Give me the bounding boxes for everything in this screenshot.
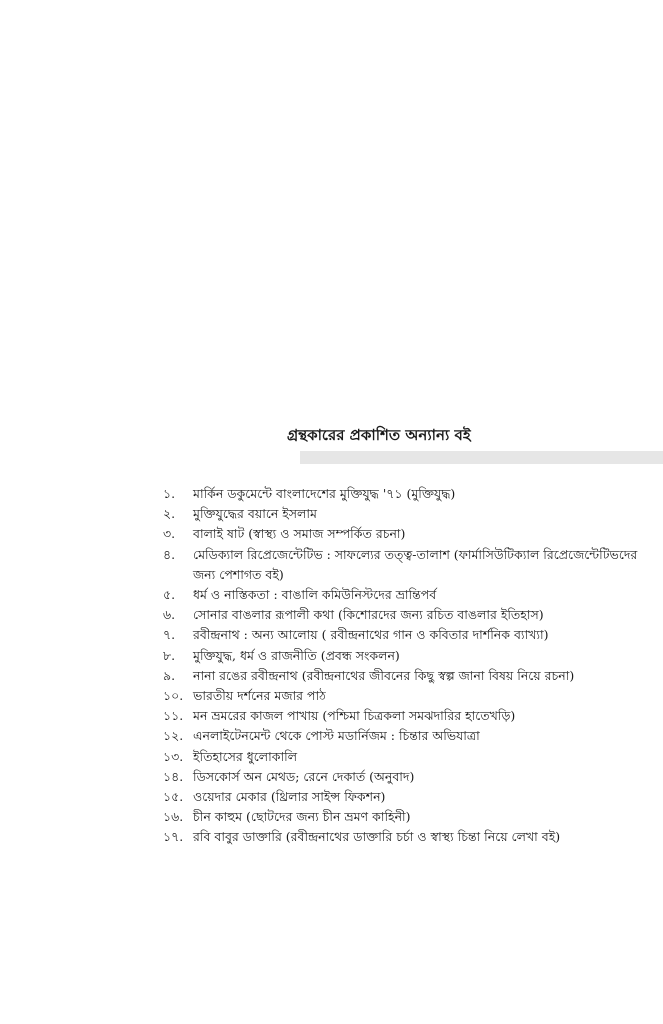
list-item-title: সোনার বাঙলার রূপালী কথা (কিশোরদের জন্য রচিত বাঙলার ইতিহাস) [193,607,544,623]
list-item-number: ৮. [163,647,176,663]
list-item [163,545,658,585]
list-item [163,807,658,827]
list-item-number: ২. [163,506,176,522]
list-item [163,767,658,787]
list-item-title: মেডিক্যাল রিপ্রেজেন্টেটিভ : সাফল্যের তত্ত্ব-তালাশ (ফার্মাসিউটিক্যাল রিপ্রেজেন্টেটিভদের জন্য পেশাগত বই) [193,546,638,582]
list-item [163,646,658,666]
list-item-number: ৬. [163,607,176,623]
list-item [163,686,658,706]
list-item [163,524,658,544]
list-item-number: ১৭. [163,829,184,845]
list-item-number: ১৬. [163,809,184,825]
list-item [163,504,658,524]
list-item-title: ধর্ম ও নাস্তিকতা : বাঙালি কমিউনিস্টদের ভ্রান্তিপর্ব [193,587,437,603]
list-item [163,585,658,605]
list-item-title: মুক্তিযুদ্ধের বয়ানে ইসলাম [193,506,317,522]
heading-shade-bar [300,451,663,464]
list-item-title: রবি বাবুর ডাক্তারি (রবীন্দ্রনাথের ডাক্তারি চর্চা ও স্বাস্থ্য চিন্তা নিয়ে লেখা বই) [193,829,561,845]
list-item [163,484,658,504]
list-item-number: ৭. [163,627,176,643]
list-item-number: ৯. [163,667,176,683]
list-item-number: ১. [163,486,176,501]
list-item-title: ইতিহাসের ধুলোকালি [193,748,298,764]
list-item [163,625,658,645]
list-item-number: ৩. [163,526,176,542]
list-item [163,747,658,767]
list-item [163,726,658,746]
list-item-number: ১৩. [163,748,184,764]
list-item-title: নানা রঙের রবীন্দ্রনাথ (রবীন্দ্রনাথের জীবনের কিছু স্বল্প জানা বিষয় নিয়ে রচনা) [193,667,575,683]
list-item [163,706,658,726]
list-item [163,605,658,625]
list-item-title: রবীন্দ্রনাথ : অন্য আলোয় ( রবীন্দ্রনাথের গান ও কবিতার দার্শনিক ব্যাখ্যা) [193,627,549,643]
list-item-number: ১২. [163,728,184,744]
list-item-number: ৪. [163,546,176,562]
list-item-title: এনলাইটেনমেন্ট থেকে পোস্ট মডার্নিজম : চিন্তার অভিযাত্রা [193,728,480,744]
list-item [163,666,658,686]
list-item-title: মন ভ্রমরের কাজল পাখায় (পশ্চিমা চিত্রকলা সমঝদারির হাতেখড়ি) [193,708,516,724]
list-item-title: মুক্তিযুদ্ধ, ধর্ম ও রাজনীতি (প্রবন্ধ সংকলন) [193,647,400,663]
list-item-title: বালাই ষাট (স্বাস্থ্য ও সমাজ সম্পর্কিত রচনা) [193,526,406,542]
list-item-number: ১৪. [163,768,184,784]
book-list [163,484,658,848]
list-item-number: ১১. [163,708,184,724]
list-item-title: ভারতীয় দর্শনের মজার পাঠ [193,688,326,704]
list-item-title: ডিসকোর্স অন মেথড; রেনে দেকার্ত (অনুবাদ) [193,768,415,784]
list-item-number: ৫. [163,587,176,603]
list-item [163,827,658,847]
page-title: গ্রন্থকারের প্রকাশিত অন্যান্য বই [287,426,471,444]
list-item-title: চীন কাহুম (ছোটদের জন্য চীন ভ্রমণ কাহিনী) [193,809,411,825]
list-item-number: ১০. [163,688,184,704]
list-item-number: ১৫. [163,789,184,805]
list-item-title: ওয়েদার মেকার (থ্রিলার সাইন্স ফিকশন) [193,789,386,805]
list-item [163,787,658,807]
list-item-title: মার্কিন ডকুমেন্টে বাংলাদেশের মুক্তিযুদ্ধ '৭১ (মুক্তিযুদ্ধ) [193,486,456,501]
